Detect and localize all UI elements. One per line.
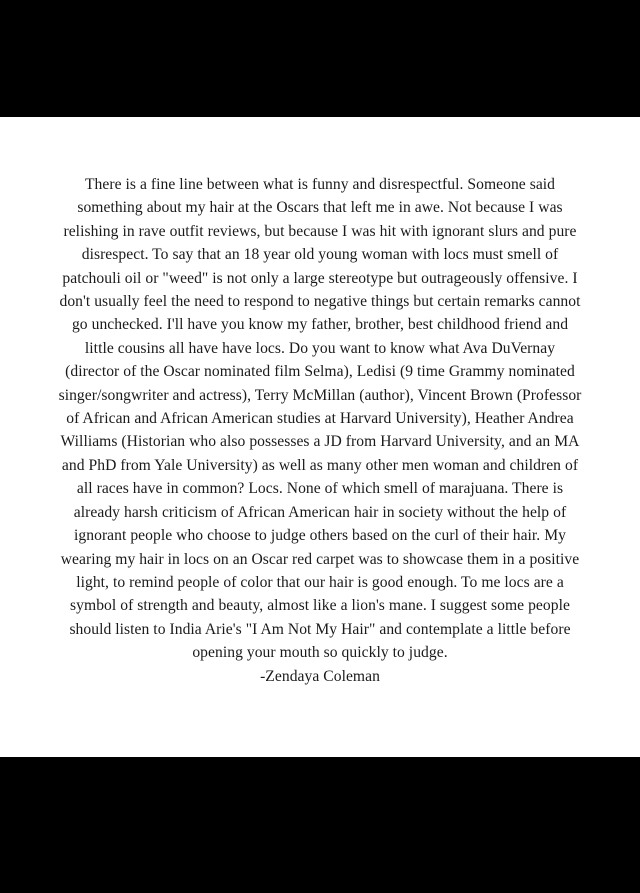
statement-line: ignorant people who choose to judge others based on the curl of their hair. My bbox=[74, 527, 566, 545]
statement-text bbox=[30, 173, 610, 688]
statement-line: go unchecked. I'll have you know my father, brother, best childhood friend and bbox=[71, 316, 569, 334]
statement-line: singer/songwriter and actress), Terry McMillan (author), Vincent Brown (Professor bbox=[58, 386, 582, 404]
statement-line: of African and African American studies at Harvard University), Heather Andrea bbox=[66, 410, 574, 428]
signature: -Zendaya Coleman bbox=[260, 667, 380, 685]
statement-line: already harsh criticism of African American hair in society without the help of bbox=[73, 503, 567, 521]
statement-line: disrespect. To say that an 18 year old young woman with locs must smell of bbox=[81, 246, 559, 264]
statement-line: all races have in common? Locs. None of which smell of marajuana. There is bbox=[76, 480, 564, 498]
statement-line: should listen to India Arie's "I Am Not My Hair" and contemplate a little before bbox=[69, 620, 571, 638]
statement-line: Williams (Historian who also possesses a JD from Harvard University, and an MA bbox=[60, 433, 580, 451]
statement-line: light, to remind people of color that our hair is good enough. To me locs are a bbox=[76, 573, 564, 591]
statement-line: and PhD from Yale University) as well as many other men woman and children of bbox=[61, 456, 579, 474]
statement-line: patchouli oil or "weed" is not only a large stereotype but outrageously offensive. I bbox=[62, 269, 578, 287]
statement-line: something about my hair at the Oscars that left me in awe. Not because I was bbox=[77, 199, 563, 217]
statement-paper bbox=[0, 117, 640, 757]
statement-line: symbol of strength and beauty, almost like a lion's mane. I suggest some people bbox=[70, 597, 570, 615]
statement-line: There is a fine line between what is funny and disrespectful. Someone said bbox=[84, 176, 556, 193]
statement-line: opening your mouth so quickly to judge. bbox=[192, 644, 448, 662]
statement-line: little cousins all have have locs. Do you want to know what Ava DuVernay bbox=[84, 339, 556, 357]
statement-line: (director of the Oscar nominated film Selma), Ledisi (9 time Grammy nominated bbox=[65, 363, 575, 381]
statement-line: don't usually feel the need to respond to negative things but certain remarks cannot bbox=[59, 293, 581, 311]
statement-line: relishing in rave outfit reviews, but because I was hit with ignorant slurs and pure bbox=[63, 222, 577, 240]
statement-line: wearing my hair in locs on an Oscar red carpet was to showcase them in a positive bbox=[60, 550, 580, 568]
